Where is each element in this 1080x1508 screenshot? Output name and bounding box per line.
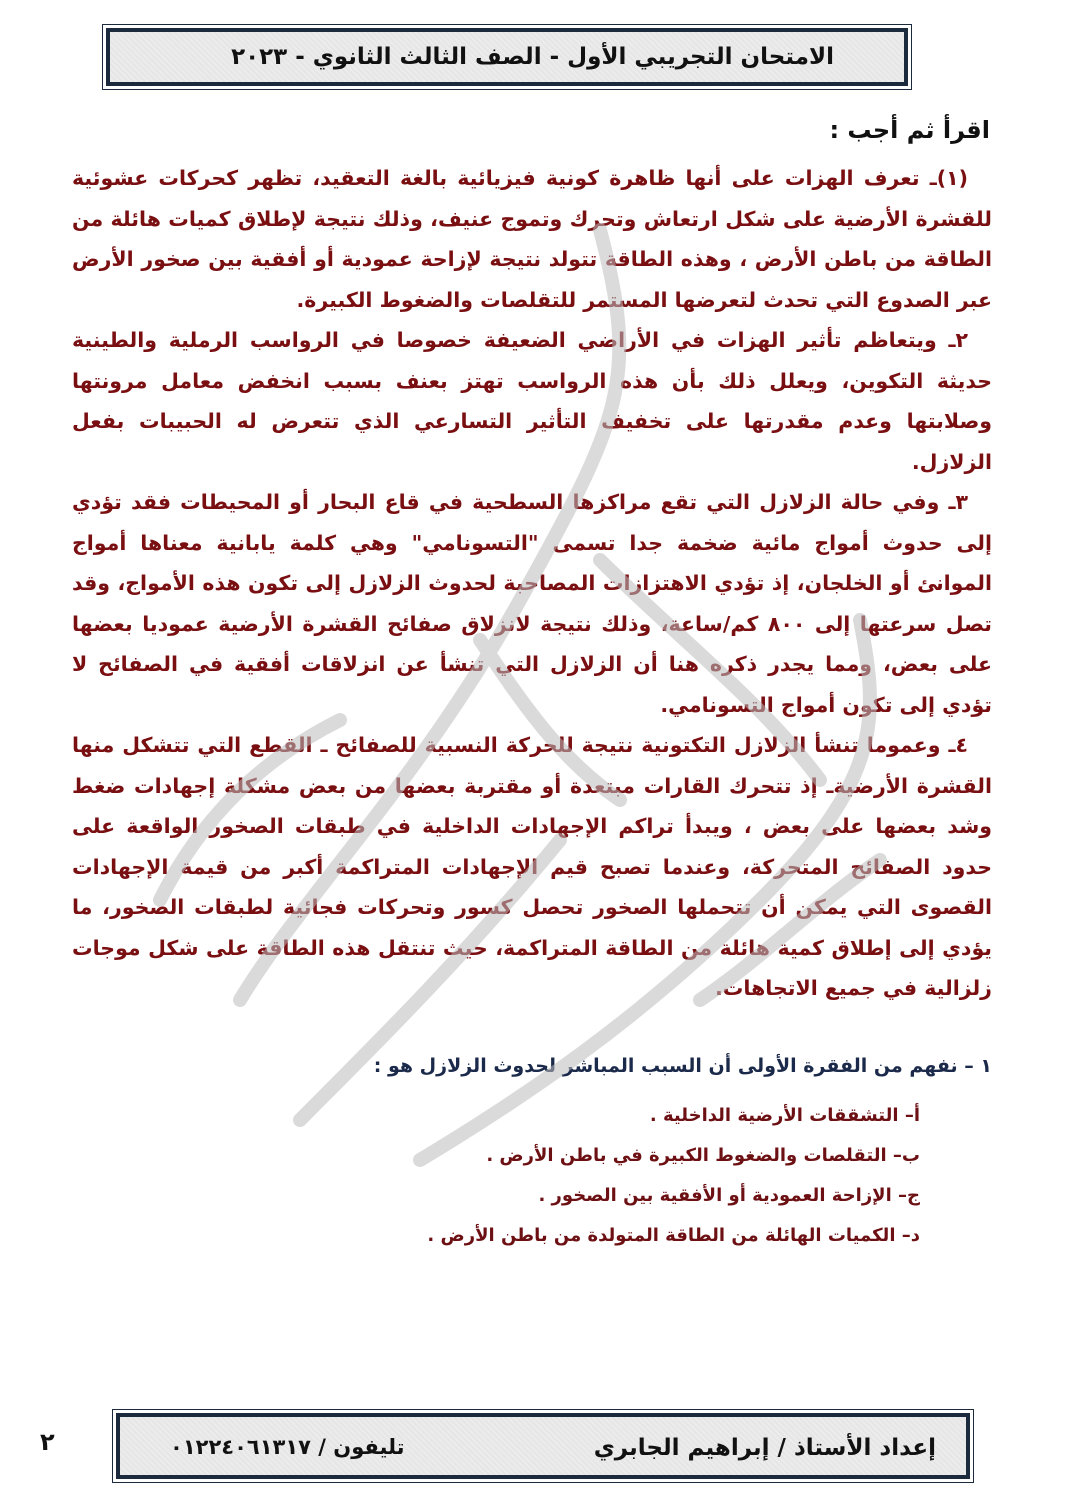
option-b[interactable]: ب– التقلصات والضغوط الكبيرة في باطن الأرض . <box>486 1145 920 1166</box>
passage-paragraph-4: ٤ـ وعموما تنشأ الزلازل التكتونية نتيجة للحركة النسبية للصفائح ـ القطع التي تتشكل منها القشرة الأرضيةـ إذ تتحرك القارات مبتعدة أو مقتربة بعضها من بعض مشكلة إجهادات ضغط وشد بعضها على بعض ، ويبدأ تراكم الإجهادات الداخلية في طبقات الصخور الواقعة على حدود الصفائح المتحركة، وعندما تصبح قيم الإجهادات المتراكمة أكبر من قيمة الإجهادات القصوى التي يمكن أن تتحملها الصخور تحصل كسور وتحركات فجائية لطبقات الصخور، ما يؤدي إلى إطلاق كمية هائلة من الطاقة المتراكمة، حيث تنتقل هذه الطاقة على شكل موجات زلزالية في جميع الاتجاهات. <box>72 733 992 1000</box>
passage-paragraph-3: ٣ـ وفي حالة الزلازل التي تقع مراكزها السطحية في قاع البحار أو المحيطات فقد تؤدي إلى حدوث أمواج مائية ضخمة جدا تسمى "التسونامي" وهي كلمة يابانية معناها أمواج الموانئ أو الخلجان، إذ تؤدي الاهتزازات المصاحبة لحدوث الزلازل إلى تكون هذه الأمواج، وقد تصل سرعتها إلى ٨٠٠ كم/ساعة، وذلك نتيجة لانزلاق صفائح القشرة الأرضية عموديا بعضها على بعض، ومما يجدر ذكره هنا أن الزلازل التي تنشأ عن انزلاقات أفقية في الصفائح لا تؤدي إلى تكون أمواج التسونامي. <box>72 490 992 717</box>
phone-number: تليفون / ٠١٢٢٤٠٦١٣١٧ <box>170 1435 405 1459</box>
passage-paragraph-1: (١)ـ تعرف الهزات على أنها ظاهرة كونية فيزيائية بالغة التعقيد، تظهر كحركات عشوئية للقشرة الأرضية على شكل ارتعاش وتحرك وتموج عنيف، وذلك نتيجة لإطلاق كميات هائلة من الطاقة من باطن الأرض ، وهذه الطاقة تتولد نتيجة لإزاحة عمودية أو أفقية بين صخور الأرض عبر الصدوع التي تحدث لتعرضها المستمر للتقلصات والضغوط الكبيرة. <box>72 166 992 312</box>
exam-title: الامتحان التجريبي الأول - الصف الثالث الثانوي - ٢٠٢٣ <box>231 44 834 70</box>
option-c[interactable]: ج– الإزاحة العمودية أو الأفقية بين الصخور . <box>538 1185 920 1206</box>
page-number: ٢ <box>40 1428 55 1456</box>
answer-options <box>427 1100 920 1260</box>
footer-banner <box>116 1413 970 1479</box>
instruction-heading: اقرأ ثم أجب : <box>829 116 990 144</box>
option-d[interactable]: د– الكميات الهائلة من الطاقة المتولدة من باطن الأرض . <box>427 1225 920 1246</box>
reading-passage <box>72 158 992 1009</box>
passage-paragraph-2: ٢ـ ويتعاظم تأثير الهزات في الأراضي الضعيفة خصوصا في الرواسب الرملية والطينية حديثة التكوين، ويعلل ذلك بأن هذه الرواسب تهتز بعنف بسبب انخفض معامل مرونتها وصلابتها وعدم مقدرتها على تخفيف التأثير التسارعي الذي تتعرض له الحبيبات بفعل الزلازل. <box>72 328 992 474</box>
question-1: ١ – نفهم من الفقرة الأولى أن السبب المباشر لحدوث الزلازل هو : <box>373 1055 992 1077</box>
author-credit: إعداد الأستاذ / إبراهيم الجابري <box>593 1435 936 1461</box>
header-banner <box>106 28 908 86</box>
option-a[interactable]: أ– التشققات الأرضية الداخلية . <box>649 1105 920 1126</box>
